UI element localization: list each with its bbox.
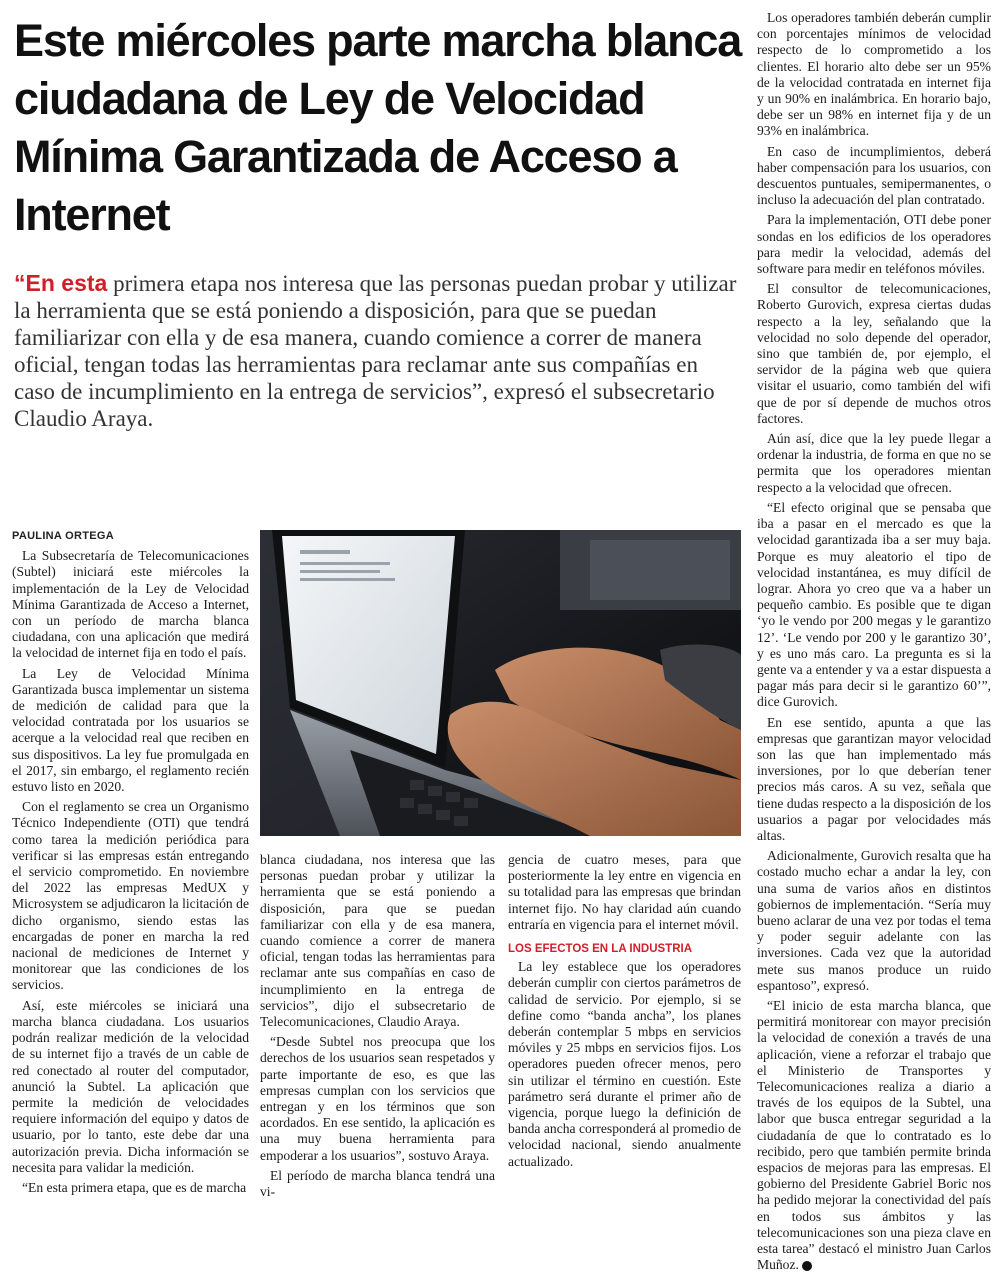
closing-quote-text: “El inicio de esta marcha blanca, que permitirá monitorear con mayor precisión la velocidad de conexión a través de una aplicación, viene a reforzar el trabajo que el Ministerio de Transportes y Telecomunicaciones realiza a diario a través de los equipos de la Subtel, una labor que busca entregar seguridad a la ciudadanía de que lo contratado es lo recibido, pero que también permite brinda espacios de mejoras para las empresas. El gobierno del Presidente Gabriel Boric nos ha pedido mejorar la conectividad del país en todos sus ámbitos y las telecomunicaciones son una pieza clave en esta tarea” destacó el ministro Juan Carlos Muñoz. <box>757 997 991 1273</box>
paragraph: El consultor de telecomunicaciones, Roberto Gurovich, expresa ciertas dudas respecto a la ley, señalando que la velocidad no solo depende del operador, sino que también de, por ejemplo, el servidor de la página web que quiera visitar el usuario, como también del wifi que de por sí depende de muchos otros factores. <box>757 281 991 426</box>
paragraph: La Subsecretaría de Telecomunicaciones (Subtel) iniciará este miércoles la implementación de la Ley de Velocidad Mínima Garantizada de Acceso a Internet, con un período de marcha blanca ciudadana, con una aplicación que medirá la velocidad de internet fija en todo el país. <box>12 548 249 661</box>
photo-illustration <box>260 530 741 836</box>
paragraph: Con el reglamento se crea un Organismo Técnico Independiente (OTI) que tendrá como tarea la medición periódica para verificar si las empresas están entregando el servicio comprometido. En noviembre del 2022 las empresas MedUX y Microsystem se adjudicaron la licitación de dicho organismo, siendo estas las encargadas de poner en marcha la red nacional de mediciones de Internet y monitorear que las condiciones de los servicios. <box>12 799 249 993</box>
pull-quote-text: primera etapa nos interesa que las personas puedan probar y utilizar la herramienta que se está poniendo a disposición, para que se puedan familiarizar con ella y de esa manera, cuando comience a correr de manera oficial, tengan todas las herramientas para reclamar ante sus compañías en caso de incumplimiento en la entrega de servicios”, expresó el subsecretario Claudio Araya. <box>14 271 737 431</box>
paragraph: La ley establece que los operadores deberán cumplir con ciertos parámetros de calidad de servicio. Por ejemplo, si se define como “banda ancha”, los planes deberán contemplar 5 mbps en servicios móviles y 25 mbps en servicios fijos. Los operadores pueden ofrecer menos, pero sin utilizar el término en cuestión. Este parámetro será durante el primer año de vigencia, porque luego la definición de banda ancha corresponderá al promedio de velocidad nacional, siendo anualmente actualizado. <box>508 959 741 1169</box>
paragraph: blanca ciudadana, nos interesa que las personas puedan probar y utilizar la herramienta que se está poniendo a disposición, para que se puedan familiarizar con ella y de esa manera, cuando comience a correr de manera oficial, tengan todas las herramientas para reclamar ante sus compañías en caso de incumplimiento en la entrega de servicios”, dijo el subsecretario de Telecomunicaciones, Claudio Araya. <box>260 852 495 1030</box>
paragraph: Para la implementación, OTI debe poner sondas en los edificios de los operadores para medir la velocidad, además del software para medir en teléfonos móviles. <box>757 212 991 277</box>
pull-quote-lead: “En esta <box>14 270 108 296</box>
paragraph: “Desde Subtel nos preocupa que los derechos de los usuarios sean respetados y parte importante de eso, es que las empresas cumplan con los servicios que entregan y en los términos que son acordados. En ese sentido, la aplicación es una muy buena herramienta para empoderar a los usuarios”, sostuvo Araya. <box>260 1034 495 1163</box>
paragraph: Aún así, dice que la ley puede llegar a ordenar la industria, de forma en que no se permita que los operadores mientan respecto a la velocidad que ofrecen. <box>757 431 991 495</box>
paragraph: En ese sentido, apunta a que las empresas que garantizan mayor velocidad son las que han implementado más inversiones, por lo que deberían tener precios más caros. A su vez, señala que tiene dudas respecto a la disposición de los usuarios a pagar por velocidades más altas. <box>757 714 991 843</box>
byline: PAULINA ORTEGA <box>12 530 114 542</box>
paragraph: “El efecto original que se pensaba que iba a pasar en el mercado es que la velocidad garantizada iba a ser muy baja. Porque es muy aleatorio el tipo de velocidad instantánea, es muy difícil de lograr. Ahora yo creo que va a haber un pequeño cambio. Es posible que te digan ‘yo le vendo por 200 megas y le garantizo 12’. ‘Le vendo por 200 y le garantizo 30’, y es uno más caro. La pregunta es si la gente va a entender y va a estar dispuesta a pagar más para decir si le garantizo 60’”, dice Gurovich. <box>757 499 991 710</box>
paragraph: Así, este miércoles se iniciará una marcha blanca ciudadana. Los usuarios podrán realizar medición de la velocidad de su internet fijo a través de un cable de red conectado al router del computador, anunció la Subtel. La aplicación que permite la medición de velocidades requiere información del equipo y datos de usuario, por lo tanto, este debe dar una autorización previa. Dicha información se necesita para validar la medición. <box>12 997 249 1175</box>
pull-quote <box>14 270 742 432</box>
paragraph: En caso de incumplimientos, deberá haber compensación para los usuarios, con descuentos puntuales, semipermanentes, o incluso la adecuación del plan contratado. <box>757 143 991 208</box>
article-column-1 <box>12 528 249 1195</box>
paragraph: “En esta primera etapa, que es de marcha <box>22 1179 247 1195</box>
headline: Este miércoles parte marcha blanca ciudadana de Ley de Velocidad Mínima Garantizada de Acceso a Internet <box>14 15 742 240</box>
laptop-typing-photo <box>260 530 741 836</box>
end-of-article-icon: P <box>802 1261 812 1271</box>
paragraph <box>757 998 991 1273</box>
paragraph: Adicionalmente, Gurovich resalta que ha costado mucho echar a andar la ley, con una suma de varios años en distintos gobiernos de implementación. “Sería muy bueno aclarar de una vez por todas el tema y poder seguir adelante con las inversiones. Cada vez que la autoridad mete sus manos produce un ruido espantoso”, expresó. <box>757 848 991 993</box>
paragraph: Los operadores también deberán cumplir con porcentajes mínimos de velocidad respecto de lo comprometido a los clientes. El horario alto debe ser un 95% de la velocidad contratada en internet fija y un 90% en inalámbrica. En horario bajo, debe ser un 98% en internet fija y de un 93% en inalámbrica. <box>757 10 991 139</box>
article-column-2 <box>260 852 495 1200</box>
paragraph: gencia de cuatro meses, para que posteriormente la ley entre en vigencia en su totalidad para las empresas que brindan internet fijo. No hay claridad aún cuando entraría en vigencia para el internet móvil. <box>508 852 741 932</box>
paragraph: El período de marcha blanca tendrá una vi- <box>260 1167 495 1200</box>
article-column-4 <box>757 10 991 1273</box>
paragraph: La Ley de Velocidad Mínima Garantizada busca implementar un sistema de medición de calidad para que la velocidad contratada por los usuarios se acerque a la velocidad real que reciben en sus dispositivos. La ley fue promulgada en el 2017, sin embargo, el reglamento recién estuvo listo en 2020. <box>12 665 249 795</box>
article-column-3 <box>508 852 741 1168</box>
section-subhead: LOS EFECTOS EN LA INDUSTRIA <box>508 943 693 956</box>
